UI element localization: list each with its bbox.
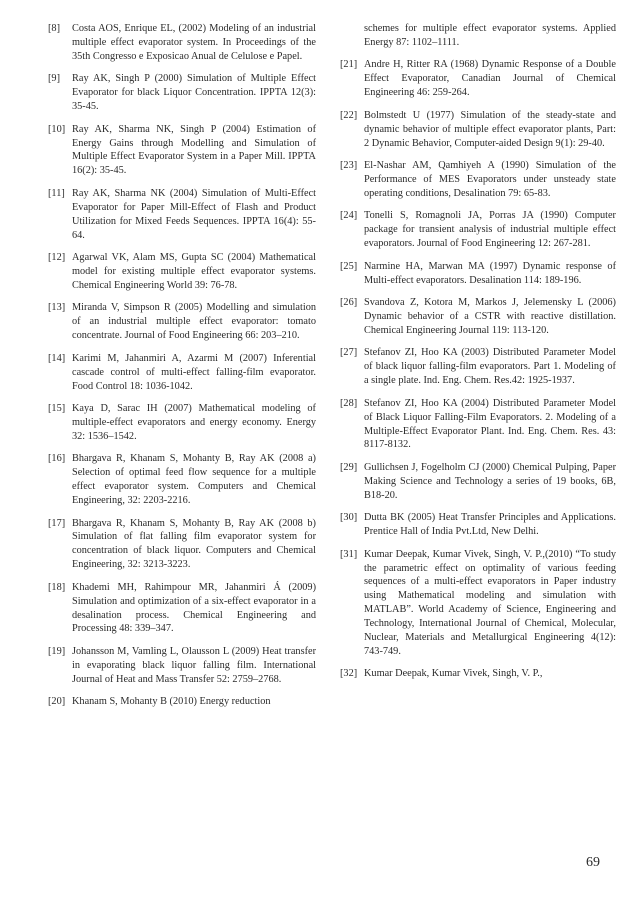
reference-entry bbox=[48, 187, 316, 243]
reference-text: Khademi MH, Rahimpour MR, Jahanmiri Á (2009) Simulation and optimization of a six-effect evaporator in a desalination process. Chemical Engineering and Processing 48: 339–347. bbox=[72, 581, 316, 635]
reference-text: Tonelli S, Romagnoli JA, Porras JA (1990) Computer package for transient analysis of industrial multiple effect evaporators. Journal of Food Engineering 12: 267-281. bbox=[364, 210, 616, 250]
reference-number: [26] bbox=[340, 297, 358, 309]
reference-entry bbox=[340, 346, 616, 388]
reference-number: [18] bbox=[48, 581, 66, 593]
reference-number: [28] bbox=[340, 397, 358, 409]
reference-text: Dutta BK (2005) Heat Transfer Principles and Applications. Prentice Hall of India Pvt.Ltd, New Delhi. bbox=[364, 512, 616, 538]
reference-entry bbox=[340, 296, 616, 338]
reference-text: Bhargava R, Khanam S, Mohanty B, Ray AK (2008 a) Selection of optimal feed flow sequence for a multiple effect evaporator system. Computers and Chemical Engineering, 32: 2203-2216. bbox=[72, 453, 316, 507]
reference-number: [10] bbox=[48, 123, 66, 135]
reference-entry bbox=[340, 22, 616, 50]
reference-entry bbox=[48, 695, 316, 709]
reference-entry bbox=[48, 581, 316, 637]
reference-number: [9] bbox=[48, 73, 61, 85]
reference-entry bbox=[340, 397, 616, 453]
reference-entry bbox=[340, 159, 616, 201]
reference-number: [8] bbox=[48, 23, 61, 34]
reference-entry bbox=[48, 645, 316, 687]
reference-text: Costa AOS, Enrique EL, (2002) Modeling of an industrial multiple effect evaporator system. In Proceedings of the 35th Congresso e Exposicao Anual de Celulose e Papel. bbox=[72, 23, 316, 62]
reference-text: Kumar Deepak, Kumar Vivek, Singh, V. P., bbox=[364, 668, 543, 680]
reference-text: Narmine HA, Marwan MA (1997) Dynamic response of Multi-effect evaporators. Desalination 114: 189-196. bbox=[364, 260, 616, 286]
reference-entry bbox=[340, 58, 616, 100]
reference-number: [29] bbox=[340, 461, 358, 473]
reference-entry bbox=[48, 517, 316, 573]
reference-entry bbox=[340, 260, 616, 288]
reference-entry bbox=[48, 301, 316, 343]
reference-text: Johansson M, Vamling L, Olausson L (2009) Heat transfer in evaporating black liquor falling film. International Journal of Heat and Mass Transfer 52: 2759–2768. bbox=[72, 645, 316, 685]
reference-entry bbox=[48, 352, 316, 394]
reference-entry bbox=[340, 511, 616, 539]
reference-entry bbox=[48, 22, 316, 64]
reference-text: Ray AK, Singh P (2000) Simulation of Multiple Effect Evaporator for black Liquor Concentration. IPPTA 12(3): 35-45. bbox=[72, 73, 316, 113]
reference-number: [14] bbox=[48, 352, 66, 364]
reference-text: Karimi M, Jahanmiri A, Azarmi M (2007) Inferential cascade control of multi-effect falling-film evaporator. Food Control 18: 1036-1042. bbox=[72, 352, 316, 392]
reference-text: Gullichsen J, Fogelholm CJ (2000) Chemical Pulping, Paper Making Science and Technology a series of 19 books, 6B, B18-20. bbox=[364, 461, 616, 501]
reference-text: Stefanov ZI, Hoo KA (2003) Distributed Parameter Model of black liquor falling-film evaporators. Part 1. Modeling of a single plate. Ind. Eng. Chem. Res.42: 1925-1937. bbox=[364, 347, 616, 387]
reference-number: [27] bbox=[340, 347, 358, 359]
reference-text: Miranda V, Simpson R (2005) Modelling and simulation of an industrial multiple effect evaporator: tomato concentrate. Journal of Food Engineering 66: 203–210. bbox=[72, 302, 316, 342]
reference-text: Ray AK, Sharma NK (2004) Simulation of Multi-Effect Evaporator for Paper Mill-Effect of Flash and Product Utilization for Mixed Feeds Sequences. IPPTA 16(4): 55-64. bbox=[72, 187, 316, 241]
reference-number: [23] bbox=[340, 160, 358, 172]
left-column bbox=[48, 22, 316, 718]
reference-text: Agarwal VK, Alam MS, Gupta SC (2004) Mathematical model for existing multiple effect evaporator systems. Chemical Engineering World 39: 76-78. bbox=[72, 252, 316, 291]
reference-text: Andre H, Ritter RA (1968) Dynamic Response of a Double Effect Evaporator, Canadian Journal of Chemical Engineering 46: 259-264. bbox=[364, 59, 616, 99]
reference-number: [15] bbox=[48, 403, 66, 414]
reference-text: Bolmstedt U (1977) Simulation of the steady-state and dynamic behavior of multiple effect evaporator plants, Part: 2 Dynamic Behavior, Computer-aided Design 9(1): 29-40. bbox=[364, 109, 616, 149]
reference-number: [24] bbox=[340, 210, 358, 222]
reference-entry bbox=[340, 209, 616, 251]
reference-entry bbox=[340, 548, 616, 659]
reference-entry bbox=[340, 667, 616, 681]
reference-text: Kumar Deepak, Kumar Vivek, Singh, V. P.,(2010) “To study the parametric effect on optimality of various feeding sequences of a multi-effect evaporators in Paper industry using Mathematical modeling and simulation with MATLAB”. World Academy of Science, Engineering and Technology, International Journal of Chemical, Molecular, Nuclear, Materials and Metallurgical Engineering 4(12): 743-749. bbox=[364, 548, 616, 657]
page-number: 69 bbox=[586, 855, 600, 870]
reference-number: [13] bbox=[48, 302, 66, 314]
right-column bbox=[340, 22, 616, 690]
reference-text: Stefanov ZI, Hoo KA (2004) Distributed Parameter Model of Black Liquor Falling-Film Evaporators. 2. Modeling of a Multiple-Effect Evaporator Plant. Ind. Eng. Chem. Res. 43: 8117-8132. bbox=[364, 397, 616, 451]
reference-text: El-Nashar AM, Qamhiyeh A (1990) Simulation of the Performance of MES Evaporators under unsteady state operating conditions, Desalination 79: 65-83. bbox=[364, 160, 616, 199]
reference-number: [19] bbox=[48, 645, 66, 657]
reference-entry bbox=[48, 251, 316, 293]
reference-text: schemes for multiple effect evaporator systems. Applied Energy 87: 1102–1111. bbox=[364, 23, 616, 48]
reference-number: [11] bbox=[48, 187, 65, 199]
reference-number: [12] bbox=[48, 252, 66, 264]
reference-entry bbox=[340, 461, 616, 503]
reference-entry bbox=[48, 72, 316, 114]
reference-entry bbox=[340, 109, 616, 151]
reference-number: [16] bbox=[48, 453, 66, 465]
reference-number: [22] bbox=[340, 109, 358, 121]
reference-text: Bhargava R, Khanam S, Mohanty B, Ray AK (2008 b) Simulation of flat falling film evaporator system for concentration of black liquor. Computers and Chemical Engineering, 32: 3213-3223. bbox=[72, 517, 316, 571]
reference-number: [20] bbox=[48, 696, 66, 708]
reference-text: Ray AK, Sharma NK, Singh P (2004) Estimation of Energy Gains through Modelling and Simulation of Multiple Effect Evaporator System in a Paper Mill. IPPTA 16(2): 35-45. bbox=[72, 123, 316, 177]
reference-number: [32] bbox=[340, 668, 358, 680]
reference-number: [17] bbox=[48, 517, 66, 529]
reference-entry bbox=[48, 452, 316, 508]
reference-number: [21] bbox=[340, 59, 358, 71]
reference-entry bbox=[48, 402, 316, 444]
reference-text: Khanam S, Mohanty B (2010) Energy reduction bbox=[72, 696, 271, 708]
reference-number: [25] bbox=[340, 260, 358, 272]
reference-entry bbox=[48, 123, 316, 179]
reference-number: [30] bbox=[340, 512, 358, 524]
reference-text: Svandova Z, Kotora M, Markos J, Jelemensky L (2006) Dynamic behavior of a CSTR with reactive distillation. Chemical Engineering Journal 119: 113-120. bbox=[364, 297, 616, 336]
reference-text: Kaya D, Sarac IH (2007) Mathematical modeling of multiple-effect evaporators and energy economy. Energy 32: 1536–1542. bbox=[72, 403, 316, 442]
reference-number: [31] bbox=[340, 548, 358, 560]
